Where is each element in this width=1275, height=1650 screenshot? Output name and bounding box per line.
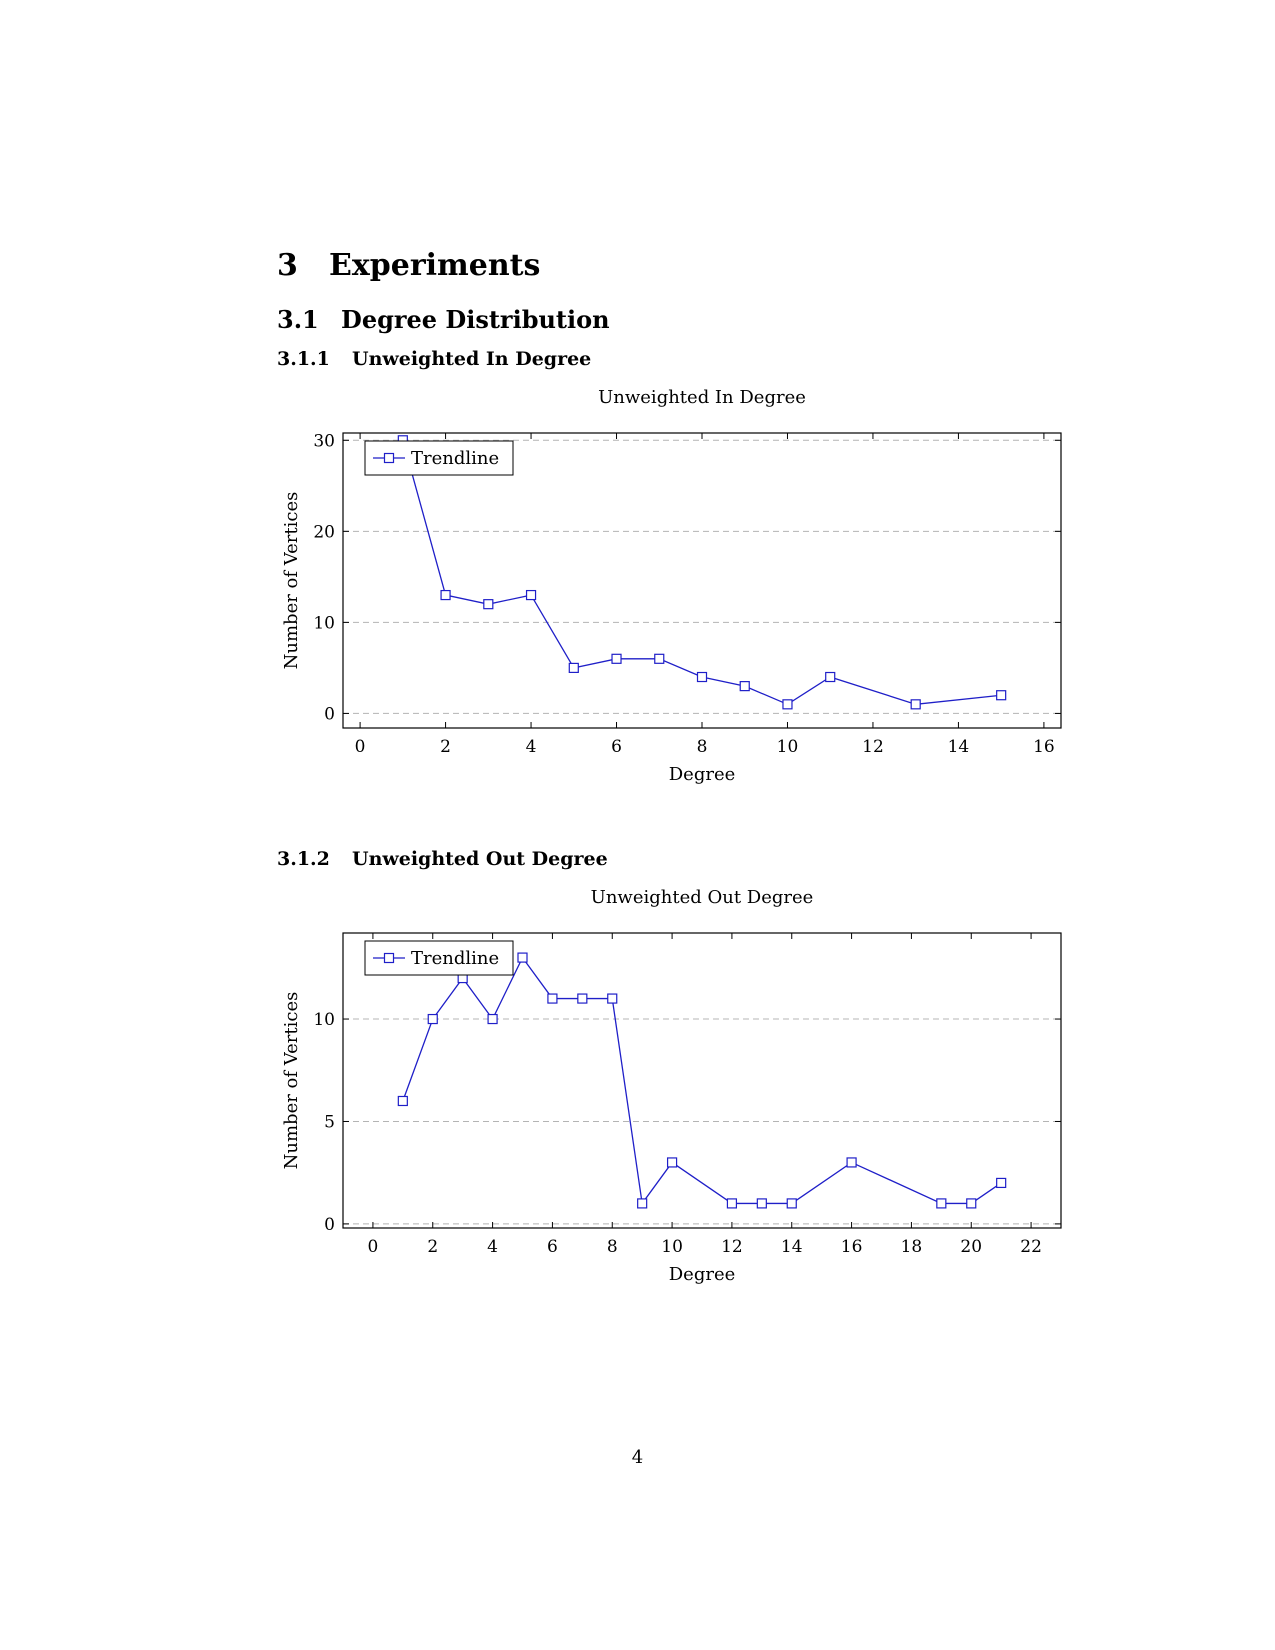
data-point-marker <box>638 1199 647 1208</box>
y-tick-label: 10 <box>313 613 335 634</box>
x-tick-label: 10 <box>661 1237 683 1257</box>
section-title: Degree Distribution <box>341 305 610 334</box>
legend-marker <box>385 954 394 963</box>
section-number: 3.1.2 <box>277 848 330 870</box>
page-number: 4 <box>631 1447 644 1468</box>
x-tick-label: 4 <box>525 737 537 757</box>
x-tick-label: 14 <box>780 1237 803 1257</box>
y-tick-label: 0 <box>324 1214 335 1235</box>
x-tick-label: 8 <box>696 737 708 757</box>
x-tick-label: 4 <box>487 1237 498 1257</box>
section-number: 3.1 <box>277 305 319 334</box>
x-tick-label: 6 <box>611 737 622 757</box>
chart-title: Unweighted In Degree <box>598 387 806 408</box>
x-tick-label: 16 <box>840 1237 863 1257</box>
x-tick-label: 12 <box>862 737 884 757</box>
legend-label: Trendline <box>411 448 500 469</box>
data-point-marker <box>488 1015 497 1024</box>
y-axis-label: Number of Vertices <box>281 991 302 1170</box>
section-title: Unweighted Out Degree <box>352 848 608 870</box>
x-tick-label: 16 <box>1033 737 1055 757</box>
x-tick-label: 18 <box>900 1237 923 1257</box>
x-tick-label: 12 <box>721 1237 743 1257</box>
y-tick-label: 30 <box>313 431 335 452</box>
data-point-marker <box>787 1199 796 1208</box>
chart-title: Unweighted Out Degree <box>590 887 814 908</box>
x-tick-label: 6 <box>547 1237 558 1257</box>
x-axis-label: Degree <box>668 764 736 785</box>
data-point-marker <box>548 994 557 1003</box>
legend-label: Trendline <box>411 948 500 969</box>
section-title: Unweighted In Degree <box>352 348 592 370</box>
x-tick-label: 2 <box>427 1237 439 1257</box>
data-point-marker <box>608 994 617 1003</box>
y-tick-label: 10 <box>313 1010 335 1031</box>
x-tick-label: 14 <box>947 737 970 757</box>
section-number: 3 <box>277 248 298 283</box>
y-tick-label: 20 <box>313 522 335 543</box>
data-point-marker <box>518 953 527 962</box>
plot-area <box>398 953 1005 1208</box>
x-tick-label: 22 <box>1020 1237 1042 1257</box>
x-tick-label: 2 <box>440 737 451 757</box>
plot-frame <box>343 933 1061 1228</box>
y-axis-label: Number of Vertices <box>281 491 302 670</box>
x-tick-label: 0 <box>367 1237 379 1257</box>
x-tick-label: 0 <box>354 737 366 757</box>
x-axis-label: Degree <box>668 1264 736 1285</box>
x-tick-label: 20 <box>960 1237 983 1257</box>
data-point-marker <box>967 1199 976 1208</box>
data-point-marker <box>847 1158 856 1167</box>
y-tick-label: 5 <box>324 1112 335 1133</box>
data-point-marker <box>997 1178 1006 1187</box>
data-point-marker <box>398 1096 407 1105</box>
section-title: Experiments <box>329 248 541 283</box>
series-line <box>403 958 1001 1204</box>
section-number: 3.1.1 <box>277 348 330 370</box>
x-tick-label: 8 <box>606 1237 618 1257</box>
data-point-marker <box>668 1158 677 1167</box>
data-point-marker <box>578 994 587 1003</box>
data-point-marker <box>757 1199 766 1208</box>
data-point-marker <box>937 1199 946 1208</box>
data-point-marker <box>727 1199 736 1208</box>
x-tick-label: 10 <box>776 737 799 757</box>
y-tick-label: 0 <box>324 704 335 725</box>
data-point-marker <box>428 1015 437 1024</box>
